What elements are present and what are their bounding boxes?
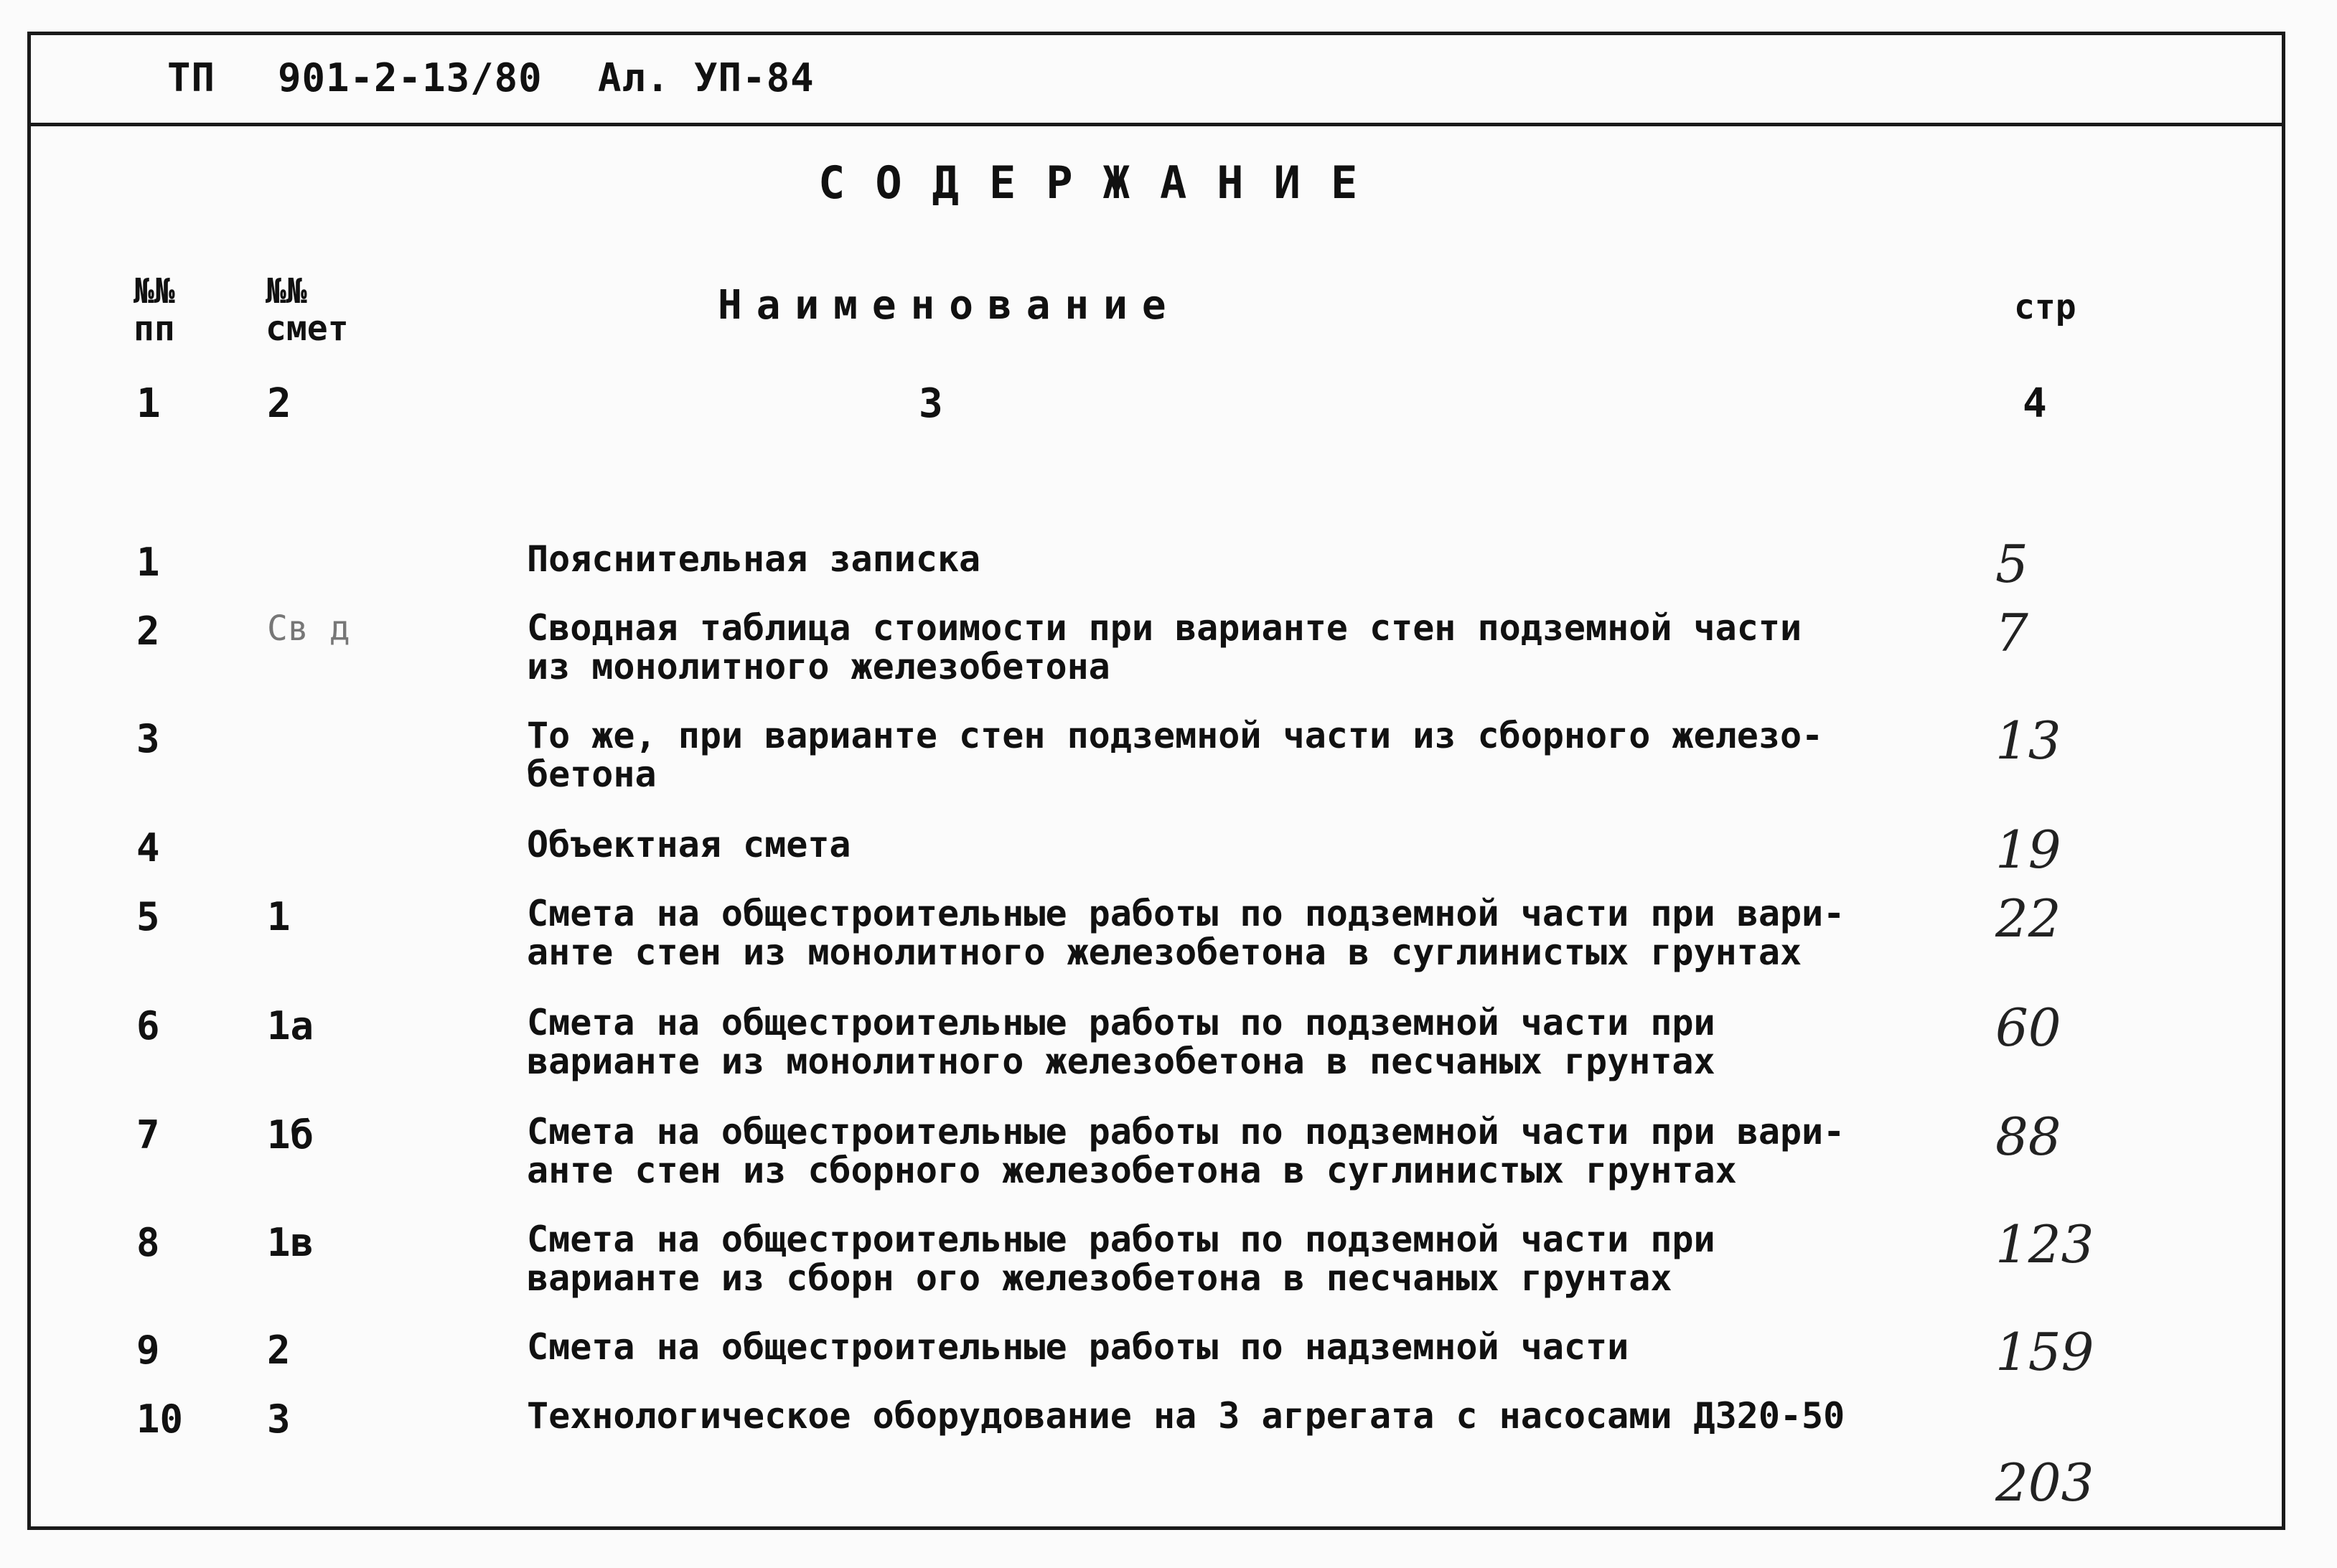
row-name: Технологическое оборудование на 3 агрегата с насосами Д320-50 [527, 1395, 1845, 1437]
column-header-page: стр [2014, 287, 2076, 327]
column-header-name: Наименование [718, 282, 1181, 329]
album-number: Ал. УП-84 [598, 55, 815, 100]
estimate-number: 1а [267, 1003, 314, 1048]
row-name: Пояснительная записка [527, 538, 981, 580]
row-page: 60 [1995, 997, 2061, 1058]
row-number: 9 [136, 1328, 160, 1373]
row-number: 1 [136, 540, 160, 585]
project-code: 901-2-13/80 [278, 55, 543, 100]
row-name: Смета на общестроительные работы по подземной части при вари- анте стен из сборного железобетона в суглинистых грунтах [527, 1111, 1845, 1191]
row-name: Смета на общестроительные работы по подземной части при варианте из сборн ого железобетона в песчаных грунтах [527, 1219, 1715, 1299]
row-page: 19 [1995, 820, 2061, 880]
row-number: 2 [136, 609, 160, 654]
row-number: 8 [136, 1220, 160, 1265]
estimate-number: Св д [267, 609, 350, 649]
row-name: Смета на общестроительные работы по подземной части при варианте из монолитного железобетона в песчаных грунтах [527, 1002, 1715, 1082]
column-header-npp: №№ пп [134, 271, 175, 349]
column-header-estimate-number: №№ смет [266, 271, 349, 349]
header-stamp [31, 35, 2282, 126]
row-page: 5 [1995, 534, 2028, 594]
row-page: 203 [1995, 1452, 2094, 1513]
row-number: 3 [136, 716, 160, 761]
row-name: Смета на общестроительные работы по надземной части [527, 1326, 1629, 1368]
row-number: 7 [136, 1112, 160, 1158]
row-page: 88 [1995, 1107, 2061, 1167]
column-number-4: 4 [2023, 380, 2047, 427]
row-number: 6 [136, 1003, 160, 1048]
column-number-3: 3 [919, 380, 943, 427]
row-page: 22 [1995, 888, 2061, 949]
row-number: 4 [136, 825, 160, 870]
project-type: ТП [167, 55, 216, 100]
column-number-1: 1 [136, 380, 161, 427]
estimate-number: 1в [267, 1220, 314, 1265]
row-page: 7 [1995, 603, 2028, 663]
row-page: 159 [1995, 1322, 2094, 1382]
row-name: Смета на общестроительные работы по подземной части при вари- анте стен из монолитного железобетона в суглинистых грунтах [527, 893, 1845, 973]
page-title: СОДЕРЖАНИЕ [818, 156, 1388, 209]
row-number: 5 [136, 894, 160, 939]
row-name: Сводная таблица стоимости при варианте стен подземной части из монолитного железобетона [527, 607, 1802, 687]
row-number: 10 [136, 1396, 184, 1442]
estimate-number: 2 [267, 1328, 291, 1373]
column-number-2: 2 [267, 380, 291, 427]
estimate-number: 1б [267, 1112, 314, 1158]
estimate-number: 1 [267, 894, 291, 939]
row-name: То же, при варианте стен подземной части из сборного железо- бетона [527, 715, 1824, 795]
estimate-number: 3 [267, 1396, 291, 1442]
row-name: Объектная смета [527, 824, 851, 865]
row-page: 13 [1995, 710, 2061, 771]
row-page: 123 [1995, 1214, 2094, 1274]
